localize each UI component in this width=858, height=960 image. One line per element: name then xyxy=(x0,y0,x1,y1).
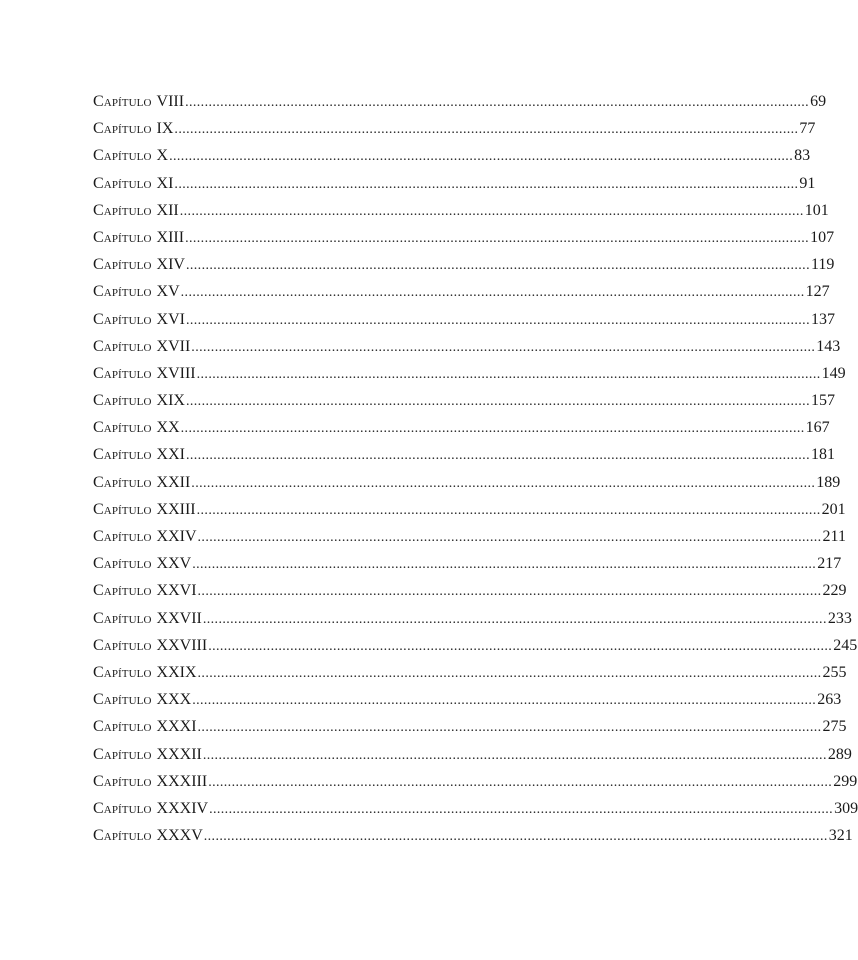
page-number: 201 xyxy=(821,500,846,518)
dot-leader: ................................................................................................................................................................ xyxy=(208,638,833,654)
dot-leader: ................................................................................................................................................................ xyxy=(197,720,822,736)
chapter-word: Capítulo xyxy=(93,283,152,301)
dot-leader: ................................................................................................................................................................ xyxy=(174,122,799,138)
toc-entry-title xyxy=(93,523,197,550)
page-number: 233 xyxy=(827,609,852,627)
chapter-word: Capítulo xyxy=(93,500,152,518)
chapter-numeral: XXX xyxy=(156,691,192,709)
chapter-numeral: XXII xyxy=(156,473,191,491)
chapter-word: Capítulo xyxy=(93,174,152,192)
dot-leader: ................................................................................................................................................................ xyxy=(185,312,810,328)
chapter-word: Capítulo xyxy=(93,473,152,491)
toc-entry xyxy=(93,224,835,251)
page-number: 137 xyxy=(810,310,835,328)
toc-entry-title xyxy=(93,550,191,577)
chapter-numeral: XXVIII xyxy=(156,636,208,654)
toc-entry-title xyxy=(93,360,196,387)
dot-leader: ................................................................................................................................................................ xyxy=(191,475,816,491)
page-number: 91 xyxy=(799,174,816,192)
chapter-numeral: XXVII xyxy=(156,609,202,627)
chapter-word: Capítulo xyxy=(93,201,152,219)
dot-leader: ................................................................................................................................................................ xyxy=(202,747,827,763)
chapter-numeral: XXIII xyxy=(156,500,196,518)
toc-entry-title xyxy=(93,577,197,604)
page-number: 167 xyxy=(805,419,830,437)
page-number: 143 xyxy=(816,337,841,355)
dot-leader: ................................................................................................................................................................ xyxy=(169,149,794,165)
page-number: 309 xyxy=(834,799,858,817)
chapter-word: Capítulo xyxy=(93,718,152,736)
dot-leader: ................................................................................................................................................................ xyxy=(180,285,805,301)
chapter-word: Capítulo xyxy=(93,93,152,110)
chapter-numeral: XXXIV xyxy=(156,799,209,817)
chapter-numeral: XVII xyxy=(156,337,191,355)
toc-entry-title xyxy=(93,88,184,115)
toc-entry-title xyxy=(93,251,185,278)
toc-entry xyxy=(93,659,847,686)
page-number: 211 xyxy=(822,528,846,545)
page-number: 245 xyxy=(833,636,858,654)
toc-entry xyxy=(93,115,816,142)
toc-entry-title xyxy=(93,333,190,360)
chapter-word: Capítulo xyxy=(93,555,152,573)
chapter-word: Capítulo xyxy=(93,147,152,165)
toc-entry xyxy=(93,142,811,169)
chapter-numeral: XXXV xyxy=(156,827,203,845)
page-number: 77 xyxy=(799,120,816,138)
toc-entry xyxy=(93,686,842,713)
toc-entry-title xyxy=(93,197,179,224)
toc-entry xyxy=(93,333,841,360)
dot-leader: ................................................................................................................................................................ xyxy=(196,502,821,518)
toc-entry-title xyxy=(93,469,190,496)
chapter-numeral: XXXII xyxy=(156,745,202,763)
chapter-numeral: XVIII xyxy=(156,364,196,382)
toc-entry-title xyxy=(93,713,197,740)
page-number: 157 xyxy=(810,392,835,410)
toc-entry xyxy=(93,496,846,523)
chapter-numeral: XX xyxy=(156,419,180,437)
chapter-word: Capítulo xyxy=(93,799,152,817)
toc-entry xyxy=(93,741,852,768)
dot-leader: ................................................................................................................................................................ xyxy=(197,665,822,681)
chapter-word: Capítulo xyxy=(93,120,152,138)
page-number: 83 xyxy=(794,147,811,165)
toc-entry xyxy=(93,197,829,224)
page-number: 149 xyxy=(821,364,846,382)
toc-entry-title xyxy=(93,115,173,142)
chapter-numeral: XXXI xyxy=(156,718,197,736)
toc-entry-title xyxy=(93,387,185,414)
toc-entry-title xyxy=(93,686,191,713)
chapter-word: Capítulo xyxy=(93,582,152,600)
page-number: 189 xyxy=(816,473,841,491)
table-of-contents xyxy=(93,88,858,849)
toc-entry xyxy=(93,768,858,795)
dot-leader: ................................................................................................................................................................ xyxy=(191,339,816,355)
chapter-numeral: XXVI xyxy=(156,582,197,600)
toc-entry xyxy=(93,306,835,333)
chapter-numeral: XXV xyxy=(156,555,192,573)
toc-entry xyxy=(93,713,847,740)
chapter-word: Capítulo xyxy=(93,691,152,709)
chapter-word: Capítulo xyxy=(93,310,152,328)
chapter-word: Capítulo xyxy=(93,827,152,845)
page-number: 127 xyxy=(805,283,830,301)
chapter-numeral: XIII xyxy=(156,228,185,246)
toc-entry-title xyxy=(93,496,196,523)
dot-leader: ................................................................................................................................................................ xyxy=(203,829,828,845)
chapter-word: Capítulo xyxy=(93,364,152,382)
toc-entry xyxy=(93,387,835,414)
toc-entry-title xyxy=(93,142,168,169)
dot-leader: ................................................................................................................................................................ xyxy=(192,693,817,709)
page-number: 69 xyxy=(810,93,827,110)
dot-leader: ................................................................................................................................................................ xyxy=(185,258,810,274)
page-number: 289 xyxy=(827,745,852,763)
dot-leader: ................................................................................................................................................................ xyxy=(185,230,810,246)
toc-entry-title xyxy=(93,795,208,822)
chapter-word: Capítulo xyxy=(93,663,152,681)
dot-leader: ................................................................................................................................................................ xyxy=(209,801,834,817)
toc-entry-title xyxy=(93,741,202,768)
chapter-word: Capítulo xyxy=(93,745,152,763)
toc-entry xyxy=(93,441,835,468)
chapter-numeral: XXIV xyxy=(156,528,197,545)
chapter-word: Capítulo xyxy=(93,392,152,410)
chapter-numeral: XIV xyxy=(156,256,185,274)
chapter-word: Capítulo xyxy=(93,446,152,464)
page-number: 101 xyxy=(804,201,829,219)
chapter-word: Capítulo xyxy=(93,636,152,654)
toc-entry xyxy=(93,170,816,197)
dot-leader: ................................................................................................................................................................ xyxy=(197,530,822,545)
chapter-numeral: XXXIII xyxy=(156,772,208,790)
chapter-word: Capítulo xyxy=(93,419,152,437)
page-number: 119 xyxy=(810,256,835,274)
page-number: 299 xyxy=(833,772,858,790)
chapter-numeral: IX xyxy=(156,120,174,138)
toc-entry-title xyxy=(93,306,185,333)
toc-entry xyxy=(93,822,853,849)
dot-leader: ................................................................................................................................................................ xyxy=(185,394,810,410)
dot-leader: ................................................................................................................................................................ xyxy=(208,774,833,790)
page-number: 217 xyxy=(817,555,842,573)
dot-leader: ................................................................................................................................................................ xyxy=(174,176,799,192)
dot-leader: ................................................................................................................................................................ xyxy=(179,203,804,219)
toc-entry xyxy=(93,550,842,577)
toc-entry xyxy=(93,360,846,387)
toc-entry xyxy=(93,469,841,496)
chapter-word: Capítulo xyxy=(93,256,152,274)
chapter-word: Capítulo xyxy=(93,772,152,790)
dot-leader: ................................................................................................................................................................ xyxy=(202,611,827,627)
chapter-numeral: X xyxy=(156,147,169,165)
dot-leader: ................................................................................................................................................................ xyxy=(196,366,821,382)
page-number: 181 xyxy=(810,446,835,464)
dot-leader: ................................................................................................................................................................ xyxy=(185,448,810,464)
chapter-numeral: XVI xyxy=(156,310,185,328)
toc-entry xyxy=(93,88,827,115)
page-number: 275 xyxy=(822,718,847,736)
dot-leader: ................................................................................................................................................................ xyxy=(197,584,822,600)
page-number: 107 xyxy=(810,228,835,246)
page-number: 229 xyxy=(822,582,847,600)
toc-entry xyxy=(93,605,852,632)
chapter-numeral: VIII xyxy=(156,93,185,110)
toc-entry-title xyxy=(93,822,203,849)
chapter-numeral: XIX xyxy=(156,392,185,410)
chapter-numeral: XV xyxy=(156,283,180,301)
toc-entry-title xyxy=(93,768,207,795)
toc-entry-title xyxy=(93,659,197,686)
toc-entry-title xyxy=(93,632,207,659)
toc-entry xyxy=(93,795,858,822)
dot-leader: ................................................................................................................................................................ xyxy=(180,421,805,437)
toc-entry-title xyxy=(93,170,173,197)
toc-entry-title xyxy=(93,441,185,468)
chapter-numeral: XXIX xyxy=(156,663,197,681)
toc-entry xyxy=(93,523,846,550)
toc-entry-title xyxy=(93,605,202,632)
chapter-word: Capítulo xyxy=(93,228,152,246)
page-number: 263 xyxy=(817,691,842,709)
chapter-numeral: XXI xyxy=(156,446,185,464)
dot-leader: ................................................................................................................................................................ xyxy=(192,557,817,573)
toc-entry xyxy=(93,632,858,659)
chapter-word: Capítulo xyxy=(93,528,152,545)
page-number: 321 xyxy=(828,827,853,845)
toc-entry xyxy=(93,251,835,278)
chapter-word: Capítulo xyxy=(93,337,152,355)
dot-leader: ................................................................................................................................................................ xyxy=(185,95,810,110)
toc-entry xyxy=(93,577,847,604)
chapter-numeral: XI xyxy=(156,174,174,192)
toc-entry-title xyxy=(93,414,180,441)
page-number: 255 xyxy=(822,663,847,681)
toc-entry xyxy=(93,414,830,441)
chapter-numeral: XII xyxy=(156,201,179,219)
toc-entry-title xyxy=(93,278,180,305)
chapter-word: Capítulo xyxy=(93,609,152,627)
toc-entry-title xyxy=(93,224,184,251)
toc-entry xyxy=(93,278,830,305)
